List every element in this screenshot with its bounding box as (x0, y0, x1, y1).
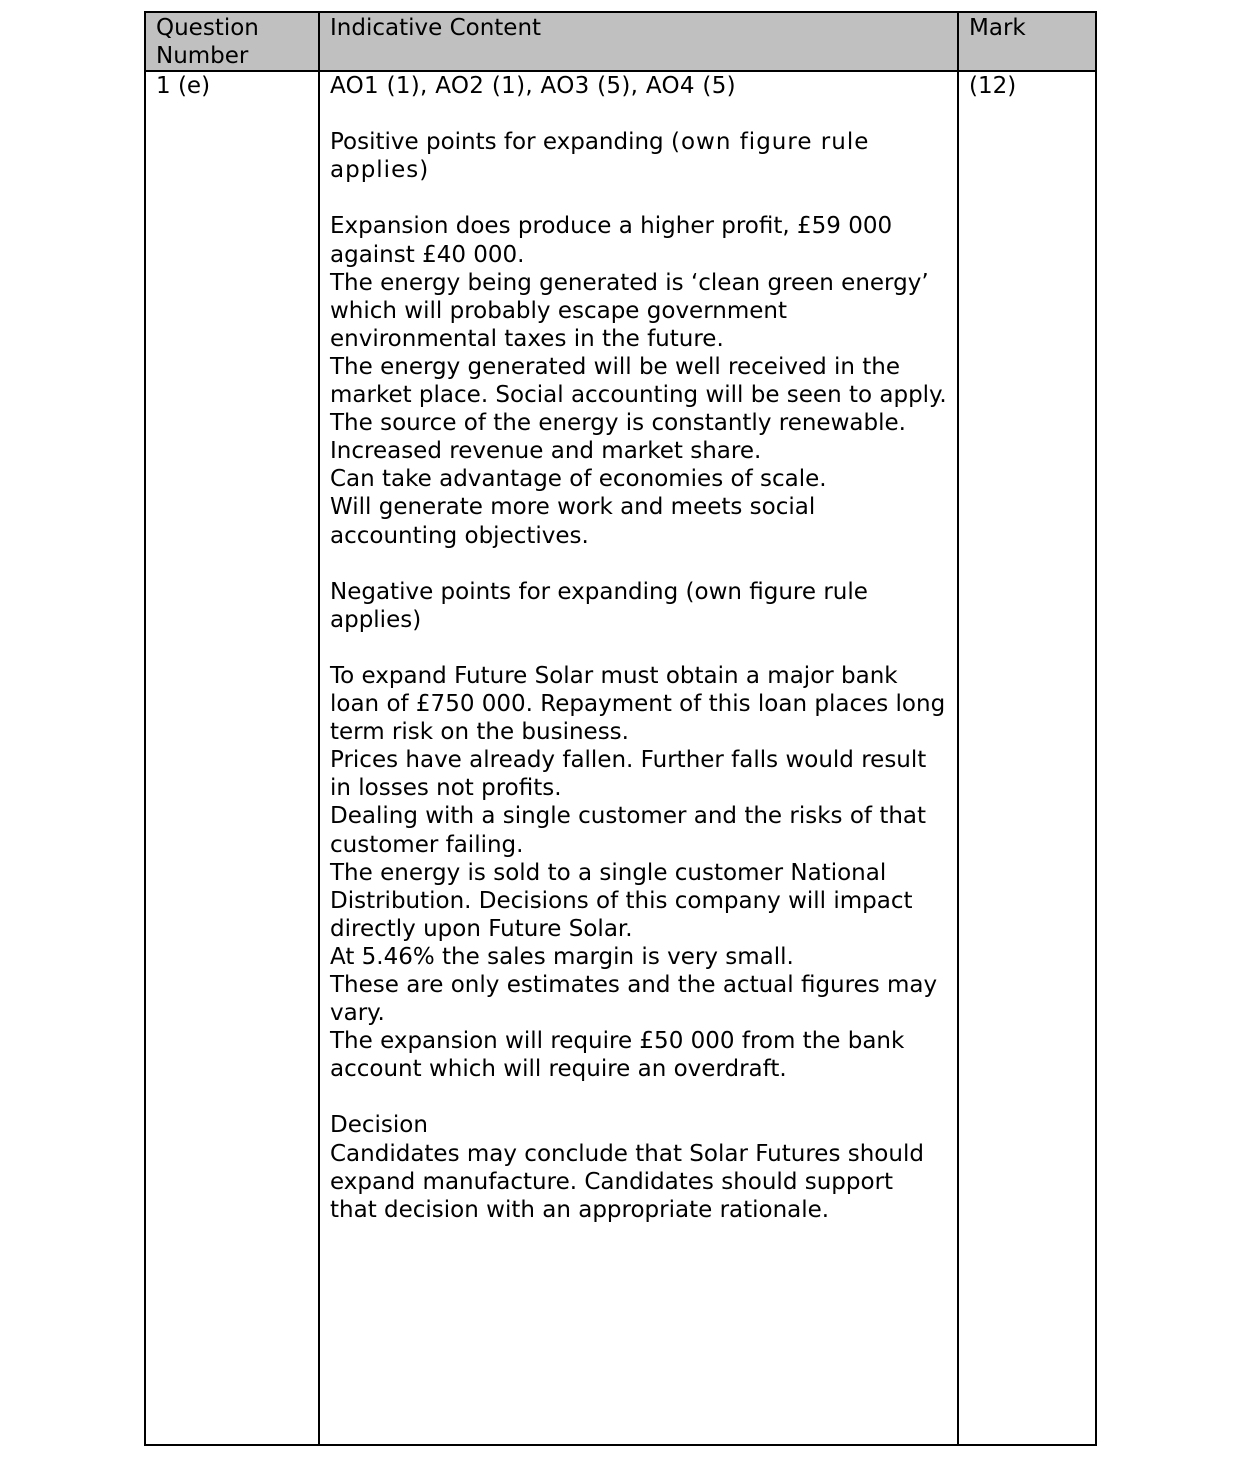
negative-points-list (330, 662, 947, 1083)
positive-heading (330, 128, 947, 184)
list-item: The source of the energy is constantly renewable. (330, 410, 906, 437)
decision-heading: Decision (330, 1112, 428, 1139)
table-row (145, 71, 1096, 1445)
list-item: These are only estimates and the actual figures may vary. (330, 972, 938, 1027)
positive-points-list (330, 212, 947, 549)
list-item: Can take advantage of economies of scale. (330, 466, 827, 493)
list-item: The expansion will require £50 000 from the bank account which will require an overdraft. (330, 1028, 905, 1083)
header-mark: Mark (958, 12, 1096, 71)
question-number-cell: 1 (e) (145, 71, 319, 1445)
indicative-content-cell (319, 71, 958, 1445)
list-item: Will generate more work and meets social accounting objectives. (330, 494, 816, 549)
list-item: Dealing with a single customer and the risks of that customer failing. (330, 803, 927, 858)
decision-text: Candidates may conclude that Solar Futures should expand manufacture. Candidates should support that decision with an appropriate rationale. (330, 1140, 924, 1223)
assessment-objectives: AO1 (1), AO2 (1), AO3 (5), AO4 (5) (330, 73, 736, 99)
list-item: At 5.46% the sales margin is very small. (330, 943, 794, 970)
header-question-number: Question Number (145, 12, 319, 71)
list-item: To expand Future Solar must obtain a major bank loan of £750 000. Repayment of this loan places long term risk on the business. (330, 662, 946, 746)
mark-cell: (12) (958, 71, 1096, 1445)
positive-heading-rule: (own figure rule applies) (330, 129, 870, 184)
negative-heading: Negative points for expanding (own figure rule applies) (330, 578, 868, 633)
header-row (145, 12, 1096, 71)
positive-heading-text: Positive points for expanding (330, 129, 671, 156)
list-item: The energy generated will be well received in the market place. Social accounting will be seen to apply. (330, 353, 947, 409)
list-item: Prices have already fallen. Further falls would result in losses not profits. (330, 747, 927, 802)
list-item: Expansion does produce a higher profit, £59 000 against £40 000. (330, 213, 893, 268)
list-item: The energy is sold to a single customer National Distribution. Decisions of this company will impact directly upon Future Solar. (330, 859, 913, 942)
mark-scheme-table (144, 11, 1097, 1446)
header-indicative-content: Indicative Content (319, 12, 958, 71)
list-item: Increased revenue and market share. (330, 438, 762, 465)
list-item: The energy being generated is ‘clean green energy’ which will probably escape government environmental taxes in the future. (330, 269, 929, 352)
